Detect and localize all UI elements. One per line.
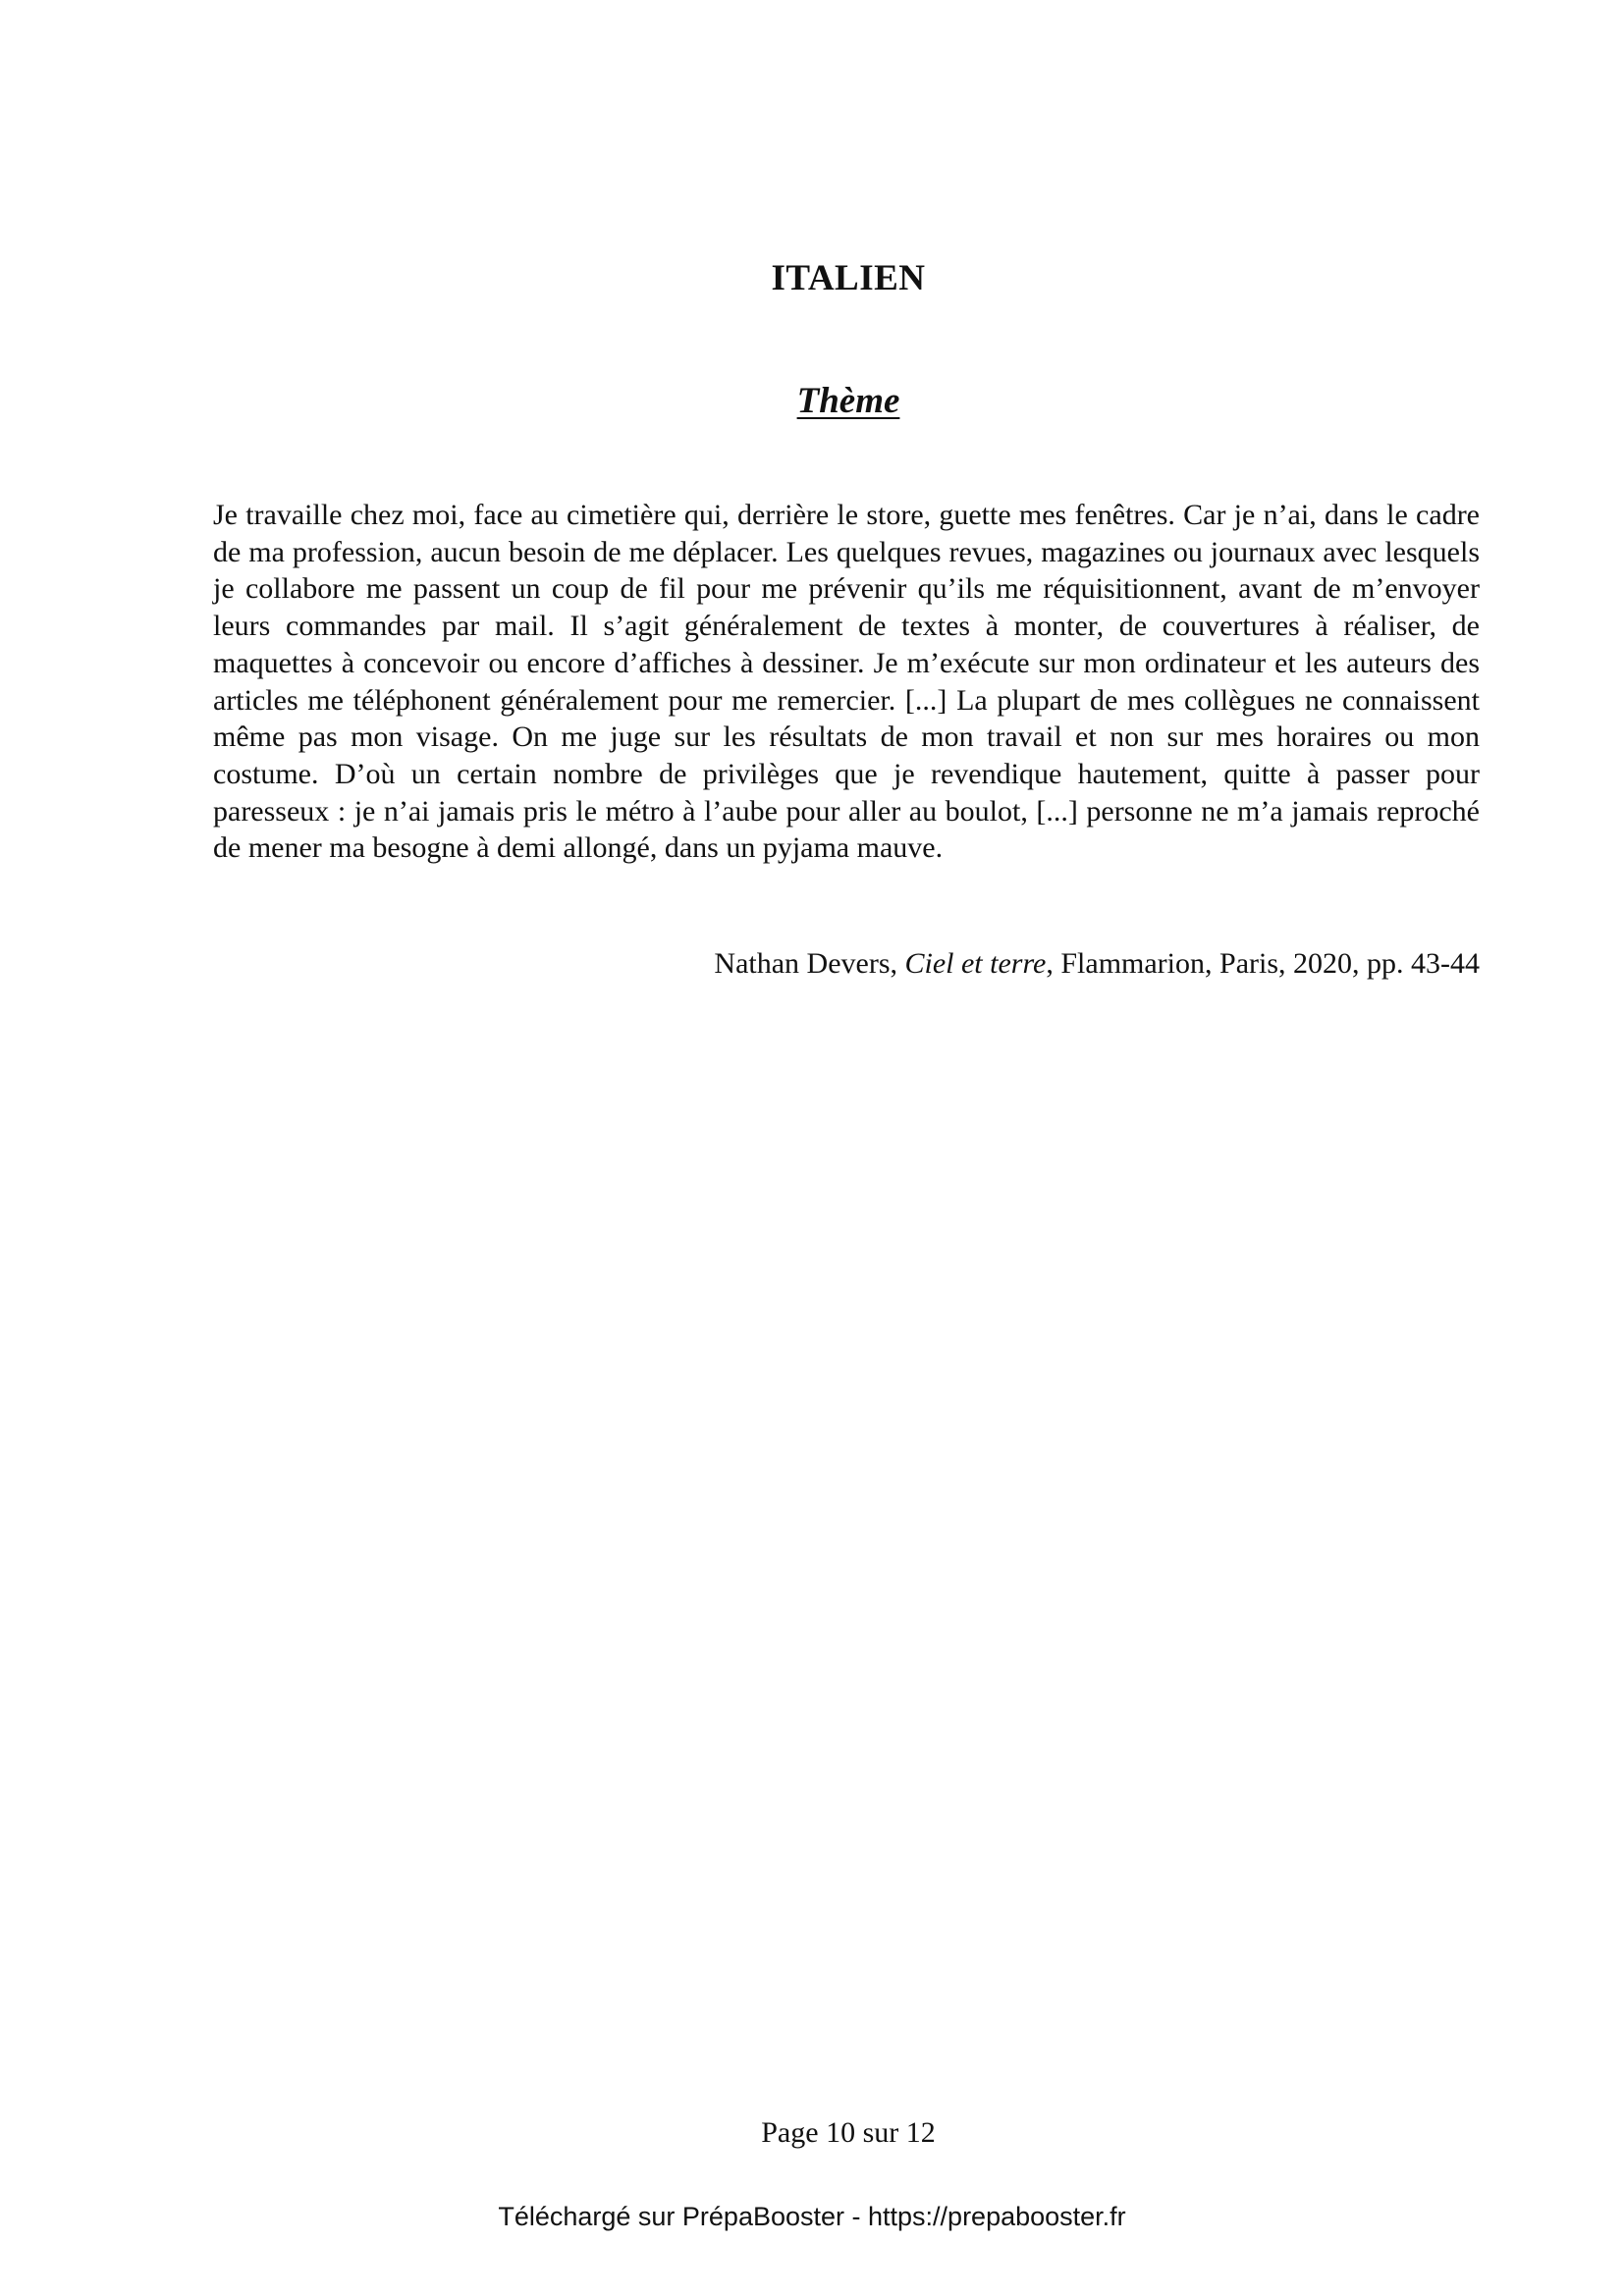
- exercise-title-text: Thème: [796, 381, 900, 421]
- citation-title: Ciel et terre: [904, 947, 1047, 980]
- citation-details: , Flammarion, Paris, 2020, pp. 43-44: [1046, 947, 1480, 980]
- download-footer: Téléchargé sur PrépaBooster - https://prepabooster.fr: [498, 2202, 1126, 2231]
- citation-author: Nathan Devers,: [714, 947, 905, 980]
- citation: [213, 945, 1480, 982]
- passage-text: Je travaille chez moi, face au cimetière qui, derrière le store, guette mes fenêtres. Car je n’ai, dans le cadre de ma profession, aucun besoin de me déplacer. Les quelques revues, magazines ou journaux avec lesquels je collabore me passent un coup de fil pour me prévenir qu’ils me réquisitionnent, avant de m’envoyer leurs commandes par mail. Il s’agit généralement de textes à monter, de couvertures à réaliser, de maquettes à concevoir ou encore d’affiches à dessiner. Je m’exécute sur mon ordinateur et les auteurs des articles me téléphonent généralement pour me remercier. [...] La plupart de mes collègues ne connaissent même pas mon visage. On me juge sur les résultats de mon travail et non sur mes horaires ou mon costume. D’où un certain nombre de privilèges que je revendique hautement, quitte à passer pour paresseux : je n’ai jamais pris le métro à l’aube pour aller au boulot, [...] personne ne m’a jamais reproché de mener ma besogne à demi allongé, dans un pyjama mauve.: [213, 499, 1480, 865]
- subject-title: ITALIEN: [771, 258, 926, 298]
- page-number: Page 10 sur 12: [761, 2116, 936, 2149]
- exercise-title: [0, 380, 1624, 422]
